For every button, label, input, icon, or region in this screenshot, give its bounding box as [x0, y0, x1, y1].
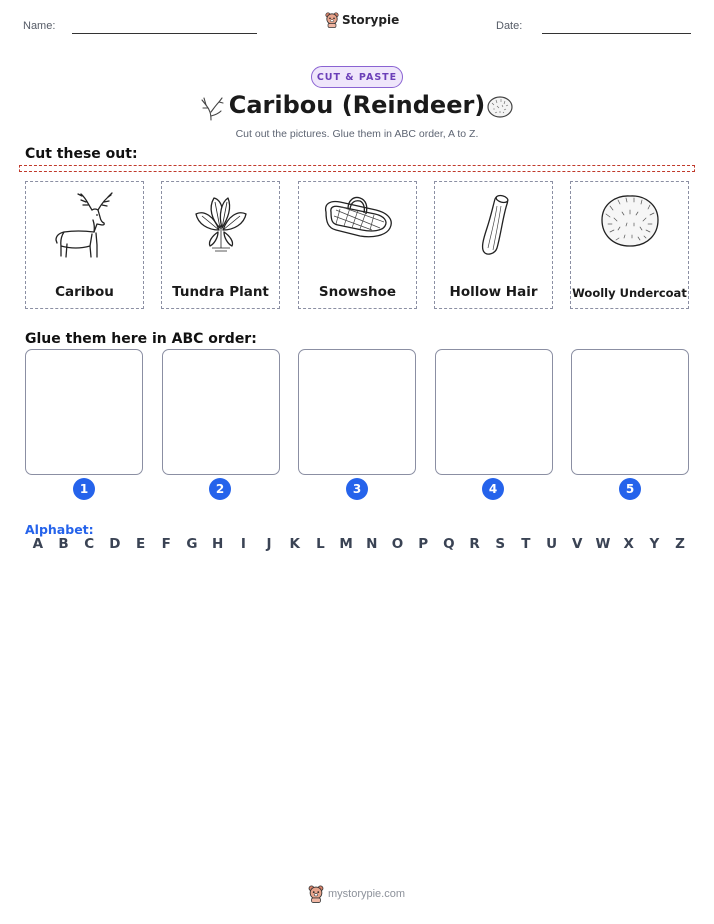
alphabet-letter: X — [623, 536, 634, 552]
cut-heading: Cut these out: — [25, 146, 138, 162]
bear-mascot-icon — [308, 885, 324, 903]
instructions: Cut out the pictures. Glue them in ABC order, A to Z. — [235, 128, 479, 140]
alphabet-letter: H — [212, 536, 224, 552]
name-label: Name: — [23, 20, 56, 32]
bear-mascot-icon — [325, 12, 339, 28]
alphabet-letter: F — [161, 536, 171, 552]
slot-number-2: 2 — [209, 478, 231, 500]
alphabet-letter: I — [240, 536, 246, 552]
cut-guide-line — [19, 165, 695, 172]
alphabet-letter: Q — [443, 536, 455, 552]
alphabet-letter: Y — [649, 536, 660, 552]
alphabet-letter: E — [135, 536, 146, 552]
alphabet-letter: D — [109, 536, 121, 552]
footer-url[interactable]: mystorypie.com — [328, 888, 406, 900]
card-label: Caribou — [55, 284, 114, 300]
hollow-hair-icon — [469, 190, 519, 260]
glue-slot-3[interactable] — [298, 349, 416, 475]
storypie-logo — [325, 12, 399, 28]
alphabet-row — [25, 536, 693, 552]
card-label: Hollow Hair — [449, 284, 538, 300]
alphabet-letter: B — [58, 536, 69, 552]
glue-slot-2[interactable] — [162, 349, 280, 475]
alphabet-letter: R — [469, 536, 480, 552]
alphabet-letter: L — [316, 536, 325, 552]
alphabet-letter: T — [521, 536, 531, 552]
card-label: Woolly Undercoat — [572, 286, 687, 300]
card-label: Tundra Plant — [172, 284, 269, 300]
alphabet-label: Alphabet: — [25, 522, 94, 537]
alphabet-letter: Z — [675, 536, 685, 552]
card-label: Snowshoe — [318, 284, 397, 300]
alphabet-letter: P — [418, 536, 429, 552]
alphabet-letter: W — [595, 536, 611, 552]
date-line[interactable] — [542, 33, 691, 34]
woolly-undercoat-icon — [596, 190, 664, 252]
glue-heading: Glue them here in ABC order: — [25, 331, 257, 347]
glue-slot-1[interactable] — [25, 349, 143, 475]
tundra-plant-icon — [188, 190, 254, 256]
slot-number-3: 3 — [346, 478, 368, 500]
cut-card-hollow-hair[interactable] — [434, 181, 553, 309]
snowshoe-icon — [320, 190, 396, 250]
slot-number-1: 1 — [73, 478, 95, 500]
cut-paste-badge: CUT & PASTE — [311, 66, 403, 88]
alphabet-letter: M — [339, 536, 353, 552]
cut-card-snowshoe[interactable] — [298, 181, 417, 309]
alphabet-letter: G — [186, 536, 198, 552]
glue-slot-5[interactable] — [571, 349, 689, 475]
glue-slot-4[interactable] — [435, 349, 553, 475]
name-line[interactable] — [72, 33, 257, 34]
footer — [308, 885, 405, 903]
cut-card-woolly-undercoat[interactable] — [570, 181, 689, 309]
alphabet-letter: K — [289, 536, 300, 552]
slot-number-5: 5 — [619, 478, 641, 500]
alphabet-letter: J — [266, 536, 272, 552]
cut-card-tundra-plant[interactable] — [161, 181, 280, 309]
caribou-icon — [48, 190, 122, 262]
alphabet-letter: V — [572, 536, 583, 552]
slot-number-4: 4 — [482, 478, 504, 500]
date-label: Date: — [496, 20, 523, 32]
page-title: Caribou (Reindeer) — [228, 91, 486, 119]
woolly-ball-icon — [485, 93, 515, 121]
alphabet-letter: N — [366, 536, 378, 552]
alphabet-letter: O — [391, 536, 404, 552]
alphabet-letter: S — [495, 536, 506, 552]
alphabet-letter: U — [546, 536, 558, 552]
brand-name: Storypie — [342, 13, 400, 27]
alphabet-letter: A — [32, 536, 44, 552]
cut-card-caribou[interactable] — [25, 181, 144, 309]
alphabet-letter: C — [84, 536, 95, 552]
